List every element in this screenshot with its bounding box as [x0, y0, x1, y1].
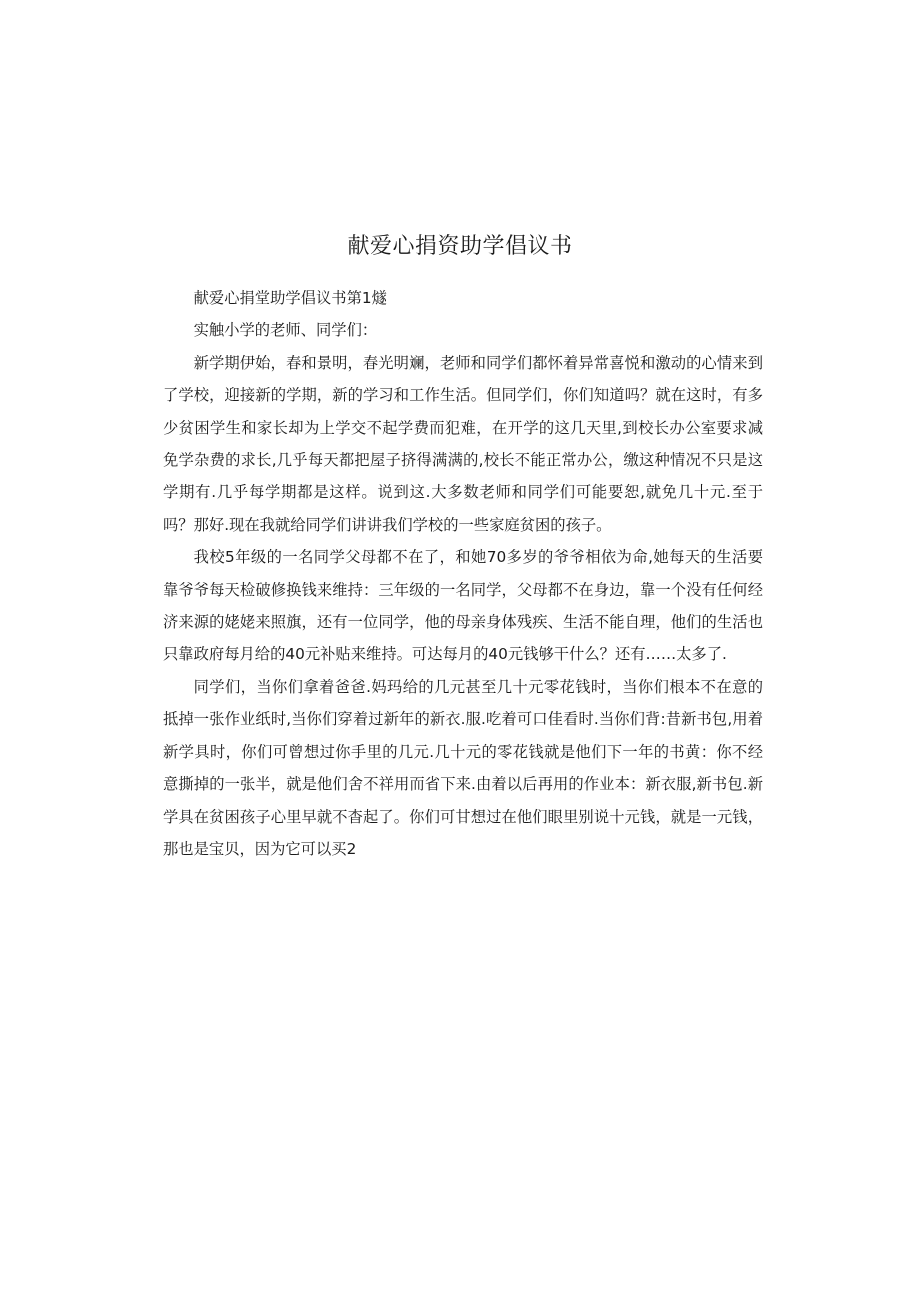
document-body: [163, 282, 763, 865]
paragraph-2: 我校5年级的一名同学父母都不在了，和她70多岁的爷爷相依为命,她每天的生活要靠爷爷每天检破修换钱来维持：三年级的一名同学，父母都不在身边，靠一个没有任何经济来源的姥姥来照旗，还有一位同学，他的母亲身体残疾、生活不能自理，他们的生活也只靠政府每月给的40元补贴来维持。可达每月的40元钱够干什么？还有……太多了.: [163, 548, 763, 664]
paragraph-3: 同学们，当你们拿着爸爸.妈玛给的几元甚至几十元零花钱时，当你们根本不在意的抵掉一张作业纸时,当你们穿着过新年的新衣.服.吃着可口佳看时.当你们背:昔新书包,用着新学具时，你们可曾想过你手里的几元.几十元的零花钱就是他们下一年的书黄：你不经意撕掉的一张半，就是他们舍不祥用而省下来.由着以后再用的作业本：新衣服,新书包.新学具在贫困孩子心里早就不杳起了。你们可甘想过在他们眼里别说十元钱，就是一元钱，那也是宝贝，因为它可以买2: [163, 677, 763, 858]
document-title: 献爱心捐资助学倡议书: [347, 233, 573, 259]
paragraph-1: 新学期伊始，春和景明，春光明斓，老师和同学们都怀着异常喜悦和激动的心情来到了学校，迎接新的学期，新的学习和工作生活。但同学们，你们知道吗？就在这时，有多少贫困学生和家长却为上学交不起学费而犯难，在开学的这几天里,到校长办公室要求减免学杂费的求长,几乎每天都把屋子挤得满满的,校长不能正常办公，缴这种情况不只是这学期有.几乎每学期都是这样。说到这.大多数老师和同学们可能要恕,就免几十元.至于吗？那好.现在我就给同学们讲讲我们学校的一些家庭贫困的孩子。: [163, 353, 763, 534]
salutation: 实触小学的老师、同学们：: [193, 321, 378, 340]
subtitle-line: 献爱心捐堂助学倡议书第1燧: [193, 289, 387, 307]
